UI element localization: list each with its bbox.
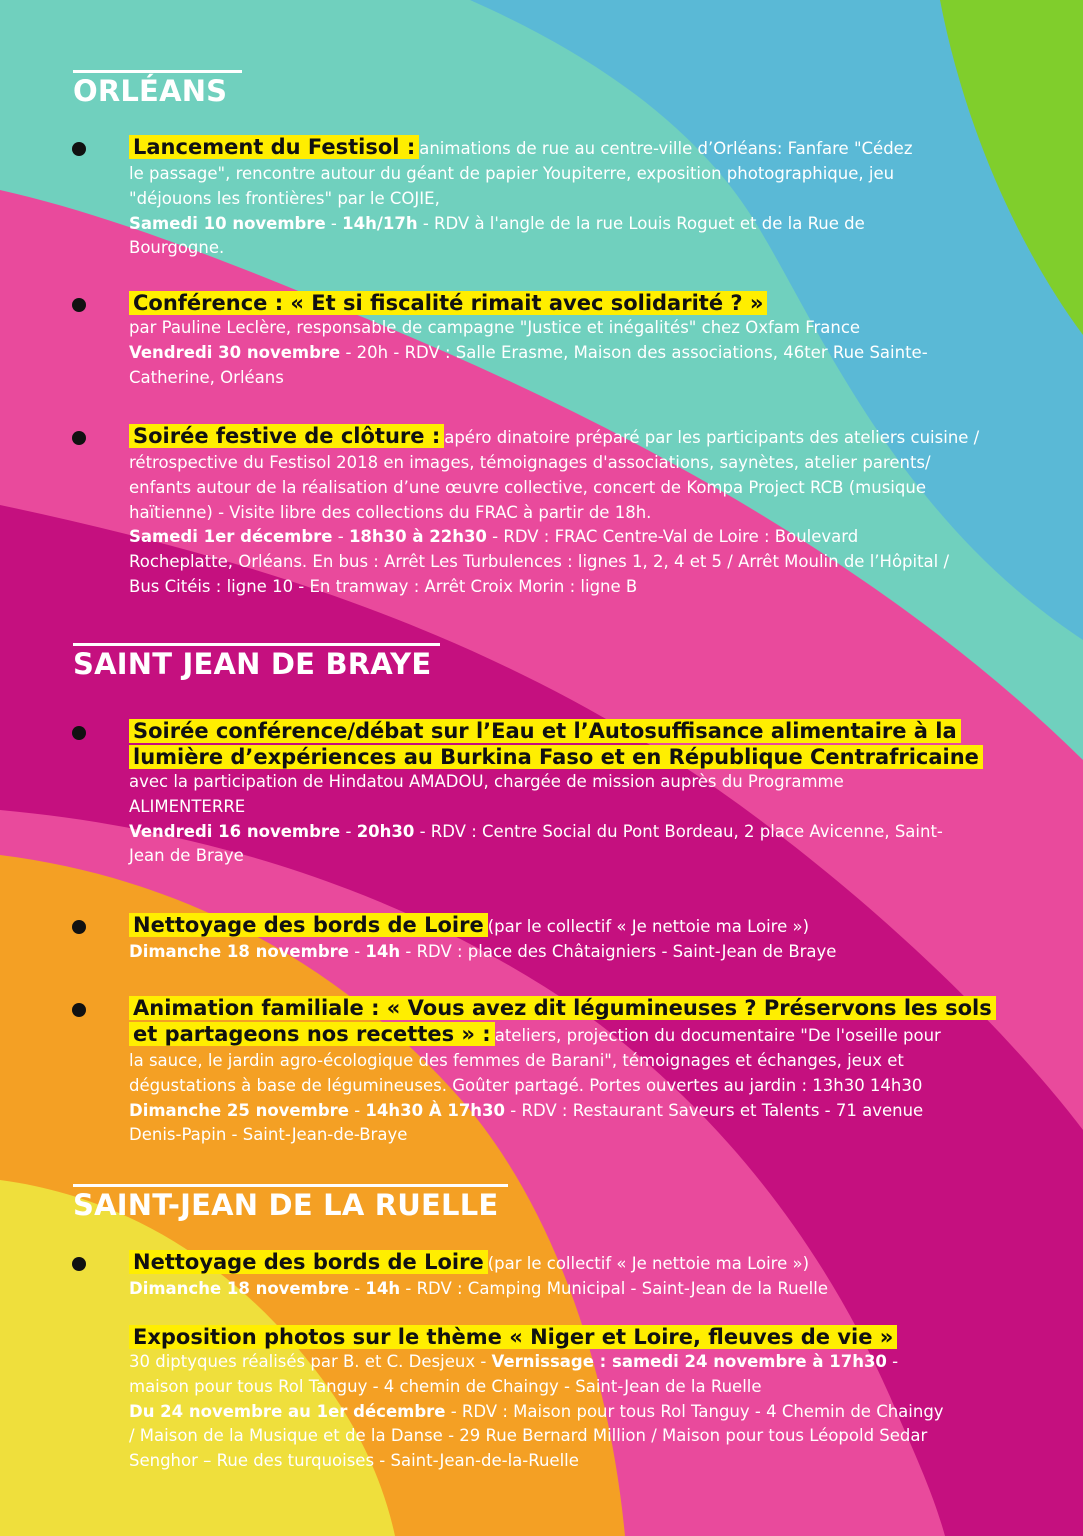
event-title-line [129, 995, 1019, 1021]
event-title-line [129, 1324, 1019, 1350]
event-description-line: haïtienne) - Visite libre des collections du FRAC à partir de 18h. [129, 502, 652, 522]
event-animation-familiale [129, 995, 1019, 1148]
event-conference-fiscalite [129, 290, 1019, 390]
event-location-line: Jean de Braye [129, 846, 244, 866]
event-description-tail: - [886, 1352, 899, 1371]
event-description-line: dégustations à base de légumineuses. Goûter partagé. Portes ouvertes au jardin : 13h30 14h30 [129, 1075, 923, 1095]
event-location: - RDV à l'angle de la rue Louis Roguet et de la Rue de [417, 213, 865, 233]
event-description-line: la sauce, le jardin agro-écologique des femmes de Barani", témoignages et échanges, jeux et [129, 1051, 904, 1070]
date-separator: - [340, 821, 357, 841]
event-date: Dimanche 25 novembre [129, 1100, 349, 1120]
event-title-line [129, 423, 1019, 451]
event-time: 14h/17h [342, 213, 418, 233]
event-description-line: rétrospective du Festisol 2018 en images, témoignages d'associations, saynètes, atelier parents/ [129, 453, 931, 472]
event-location-line: / Maison de la Musique et de la Danse - 29 Rue Bernard Million / Maison pour tous Léopold Sedar [129, 1426, 928, 1446]
event-title-tail: animations de rue au centre-ville d’Orléans: Fanfare "Cédez [419, 139, 913, 158]
section-title-saint-jean-de-la-ruelle: SAINT-JEAN DE LA RUELLE [73, 1188, 499, 1222]
event-title-line [129, 290, 1019, 316]
event-time: 14h30 À 17h30 [365, 1100, 506, 1120]
event-location-line: Senghor – Rue des turquoises - Saint-Jean-de-la-Ruelle [129, 1451, 579, 1471]
bullet-icon [72, 726, 86, 740]
event-time: 14h [365, 942, 401, 961]
event-date: Samedi 1er décembre [129, 527, 333, 547]
event-title-highlight: Exposition photos sur le thème « Niger et Loire, fleuves de vie » [129, 1325, 897, 1349]
event-location-line: Bus Citéis : ligne 10 - En tramway : Arrêt Croix Morin : ligne B [129, 576, 638, 596]
event-exposition-photos [129, 1324, 1019, 1474]
event-title-line [129, 134, 1019, 162]
event-title-highlight: Soirée conférence/débat sur l’Eau et l’Autosuffisance alimentaire à la [129, 719, 961, 743]
event-location: - RDV : Restaurant Saveurs et Talents - 71 avenue [505, 1100, 924, 1120]
event-description-line [129, 1350, 1019, 1375]
section-rule-saint-jean-de-la-ruelle [73, 1184, 508, 1187]
event-description-line: "déjouons les frontières" par le COJIE, [129, 188, 440, 208]
event-soiree-cloture [129, 423, 1019, 600]
event-description-line: le passage", rencontre autour du géant de papier Youpiterre, exposition photographique, jeu [129, 164, 895, 183]
event-description-line: maison pour tous Rol Tanguy - 4 chemin de Chaingy - Saint-Jean de la Ruelle [129, 1376, 762, 1396]
event-date-line [129, 820, 1019, 845]
event-title-highlight: Nettoyage des bords de Loire [129, 1250, 488, 1274]
event-date-line [129, 940, 1019, 965]
event-location-line: Rocheplatte, Orléans. En bus : Arrêt Les Turbulences : lignes 1, 2, 4 et 5 / Arrêt Moulin de l’Hôpital / [129, 552, 950, 572]
event-date-line [129, 1099, 1019, 1124]
event-description: 30 diptyques réalisés par B. et C. Desjeux - [129, 1352, 492, 1371]
event-nettoyage-ruelle [129, 1249, 1019, 1302]
event-title-highlight: Lancement du Festisol : [129, 135, 419, 159]
event-time: 18h30 à 22h30 [348, 527, 487, 547]
bullet-icon [72, 1003, 86, 1017]
event-nettoyage-braye [129, 912, 1019, 965]
event-title-line [129, 1249, 1019, 1277]
event-location: - RDV : FRAC Centre-Val de Loire : Boulevard [486, 527, 859, 547]
event-location: - RDV : place des Châtaigniers - Saint-Jean de Braye [400, 942, 837, 961]
event-date-line [129, 1277, 1019, 1302]
event-description-line: enfants autour de la réalisation d’une œuvre collective, concert de Kompa Project RCB (musique [129, 477, 926, 497]
event-title-highlight: Conférence : « Et si fiscalité rimait avec solidarité ? » [129, 291, 767, 315]
event-title-line [129, 1021, 1019, 1049]
bullet-icon [72, 142, 86, 156]
date-separator: - [332, 527, 349, 547]
event-date-line [129, 525, 1019, 550]
event-description-line: ALIMENTERRE [129, 796, 246, 816]
event-title-line [129, 718, 1019, 744]
event-title-highlight: lumière d’expériences au Burkina Faso et en République Centrafricaine [129, 745, 983, 769]
event-conference-eau [129, 718, 1019, 869]
date-separator: - [348, 942, 366, 961]
event-title-highlight: Nettoyage des bords de Loire [129, 913, 488, 937]
event-title-tail: ateliers, projection du documentaire "De l'oseille pour [494, 1026, 941, 1045]
event-location-line: Catherine, Orléans [129, 367, 284, 387]
bullet-icon [72, 920, 86, 934]
section-title-saint-jean-de-braye: SAINT JEAN DE BRAYE [73, 647, 432, 681]
event-title-tail: apéro dinatoire préparé par les participants des ateliers cuisine / [444, 428, 980, 447]
event-title-line [129, 744, 1019, 770]
event-location-line: Bourgogne. [129, 238, 225, 258]
event-title-line [129, 912, 1019, 940]
bullet-icon [72, 298, 86, 312]
date-separator: - [325, 213, 343, 233]
event-title-tail: (par le collectif « Je nettoie ma Loire ») [487, 1254, 810, 1273]
event-location: - RDV : Maison pour tous Rol Tanguy - 4 Chemin de Chaingy [445, 1401, 944, 1421]
event-title-tail: (par le collectif « Je nettoie ma Loire ») [487, 917, 810, 936]
event-location: - 20h - RDV : Salle Erasme, Maison des associations, 46ter Rue Sainte- [340, 342, 928, 362]
bullet-icon [72, 1257, 86, 1271]
event-date: Vendredi 16 novembre [129, 821, 341, 841]
event-date: Vendredi 30 novembre [129, 342, 341, 362]
event-title-highlight: Soirée festive de clôture : [129, 424, 444, 448]
event-date: Dimanche 18 novembre [129, 942, 349, 961]
event-description-line: par Pauline Leclère, responsable de campagne "Justice et inégalités" chez Oxfam France [129, 318, 861, 337]
bullet-icon [72, 431, 86, 445]
event-location: - RDV : Centre Social du Pont Bordeau, 2 place Avicenne, Saint- [414, 821, 943, 841]
date-separator: - [348, 1100, 366, 1120]
event-date: Du 24 novembre au 1er décembre [129, 1401, 446, 1421]
event-location: - RDV : Camping Municipal - Saint-Jean de la Ruelle [400, 1279, 829, 1298]
event-lancement-festisol [129, 134, 1019, 261]
event-time: 14h [365, 1279, 401, 1298]
section-rule-saint-jean-de-braye [73, 643, 440, 646]
event-title-highlight: et partageons nos recettes » : [129, 1022, 495, 1046]
event-time: 20h30 [356, 821, 415, 841]
section-title-orleans: ORLÉANS [73, 74, 228, 108]
event-description-line: avec la participation de Hindatou AMADOU, chargée de mission auprès du Programme [129, 772, 844, 791]
event-location-line: Denis-Papin - Saint-Jean-de-Braye [129, 1125, 408, 1145]
section-rule-orleans [73, 70, 242, 73]
event-date-line [129, 212, 1019, 237]
event-vernissage: Vernissage : samedi 24 novembre à 17h30 [491, 1352, 887, 1371]
event-date: Dimanche 18 novembre [129, 1279, 349, 1298]
date-separator: - [348, 1279, 366, 1298]
event-date: Samedi 10 novembre [129, 213, 326, 233]
event-title-highlight: Animation familiale : « Vous avez dit légumineuses ? Préservons les sols [129, 996, 996, 1020]
event-date-line [129, 341, 1019, 366]
event-date-line [129, 1400, 1019, 1425]
